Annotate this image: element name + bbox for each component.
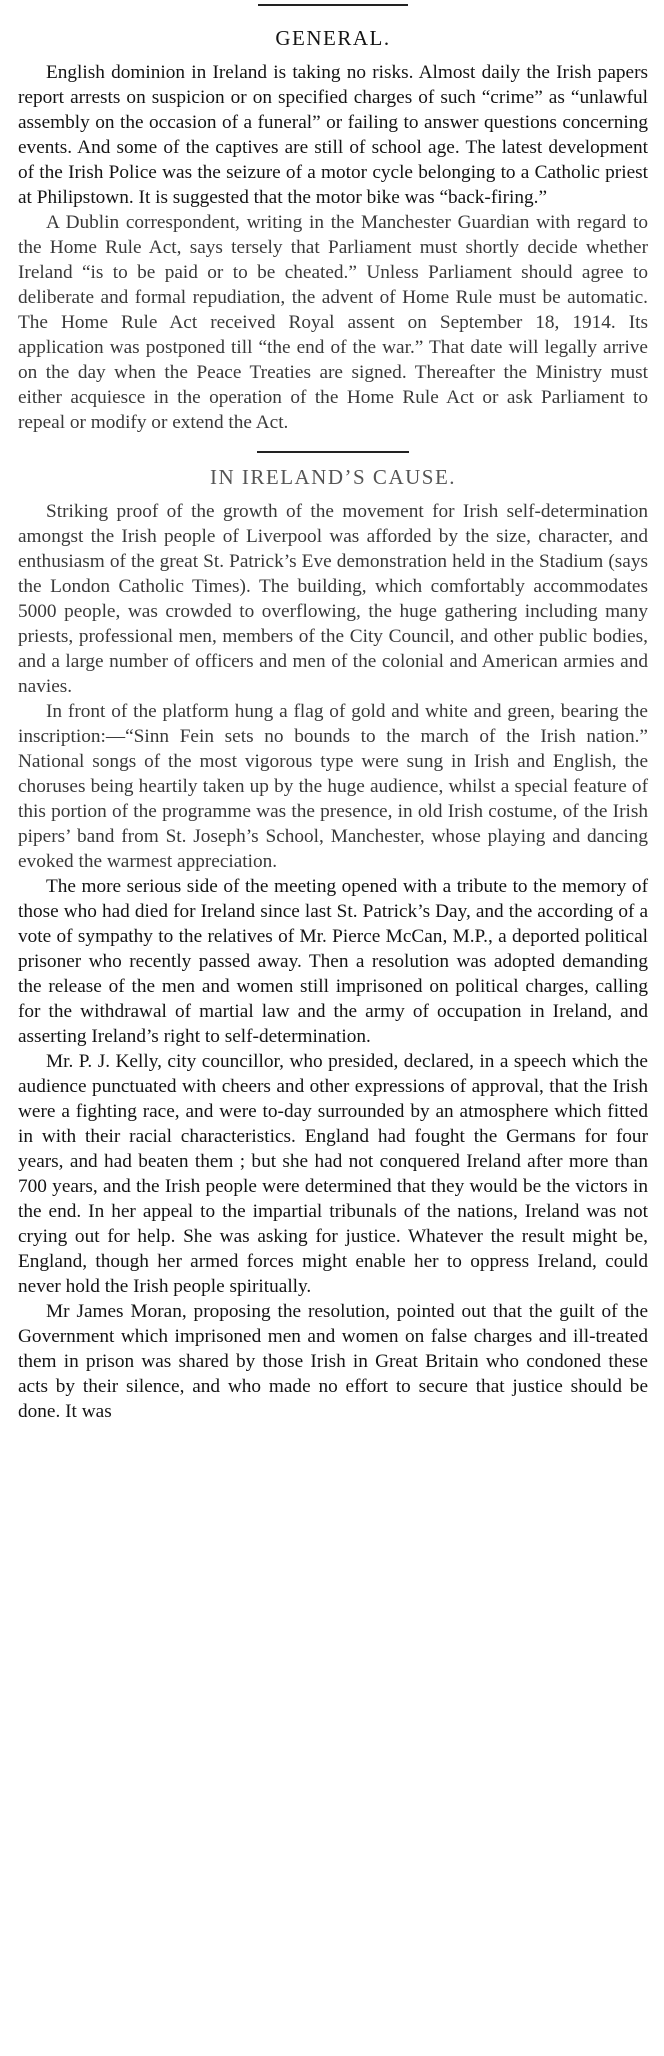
section-divider-rule [257, 451, 409, 453]
paragraph-cause-2: In front of the platform hung a flag of gold and white and green, bearing the inscription:—“Sinn Fein sets no bounds to the march of the Irish nation.” National songs of the most vigorous type were sung in Irish and English, the choruses being heartily taken up by the huge audience, whilst a special feature of this portion of the programme was the presence, in old Irish costume, of the Irish pipers’ band from St. Joseph’s School, Manchester, whose playing and dancing evoked the warmest appreciation. [18, 701, 648, 872]
section-irelands-cause [18, 463, 648, 1424]
paragraph-cause-5: Mr James Moran, proposing the resolution, pointed out that the guilt of the Government which imprisoned men and women on false charges and ill-treated them in prison was shared by those Irish in Great Britain who condoned these acts by their silence, and who made no effort to secure that justice should be done. It was [18, 1301, 648, 1422]
paragraph-cause-4: Mr. P. J. Kelly, city councillor, who presided, declared, in a speech which the audience punctuated with cheers and other expressions of approval, that the Irish were a fighting race, and were to-day surrounded by an atmosphere which fitted in with their racial characteristics. England had fought the Germans for four years, and had beaten them ; but she had not conquered Ireland after more than 700 years, and the Irish people were determined that they would be the victors in the end. In her appeal to the impartial tribunals of the nations, Ireland was not crying out for help. She was asking for justice. Whatever the result might be, England, though her armed forces might enable her to oppress Ireland, could never hold the Irish people spiritually. [18, 1051, 648, 1297]
paragraph-general-2: A Dublin correspondent, writing in the Manchester Guardian with regard to the Home Rule Act, says tersely that Parliament must shortly decide whether Ireland “is to be paid or to be cheated.” Unless Parliament should agree to deliberate and formal repudiation, the advent of Home Rule must be automatic. The Home Rule Act received Royal assent on September 18, 1914. Its application was postponed till “the end of the war.” That date will legally arrive on the day when the Peace Treaties are signed. Thereafter the Ministry must either acquiesce in the operation of the Home Rule Act or ask Parliament to repeal or modify or extend the Act. [18, 212, 648, 433]
paragraph-cause-3: The more serious side of the meeting opened with a tribute to the memory of those who had died for Ireland since last St. Patrick’s Day, and the according of a vote of sympathy to the relatives of Mr. Pierce McCan, M.P., a deported political prisoner who recently passed away. Then a resolution was adopted demanding the release of the men and women still imprisoned on political charges, calling for the withdrawal of martial law and the army of occupation in Ireland, and asserting Ireland’s right to self-determination. [18, 876, 648, 1047]
top-divider-rule [258, 4, 408, 6]
paragraph-cause-1: Striking proof of the growth of the movement for Irish self-determination amongst the Irish people of Liverpool was afforded by the size, character, and enthusiasm of the great St. Patrick’s Eve demonstration held in the Stadium (says the London Catholic Times). The building, which comfortably accommodates 5000 people, was crowded to overflowing, the huge gathering including many priests, professional men, members of the City Council, and other public bodies, and a large number of officers and men of the colonial and American armies and navies. [18, 501, 648, 697]
section-heading-irelands-cause: IN IRELAND’S CAUSE. [209, 465, 457, 489]
paragraph-general-1: English dominion in Ireland is taking no risks. Almost daily the Irish papers report arrests on suspicion or on specified charges of such “crime” as “unlawful assembly on the occasion of a funeral” or failing to answer questions concerning events. And some of the captives are still of school age. The latest development of the Irish Police was the seizure of a motor cycle belonging to a Catholic priest at Philipstown. It is suggested that the motor bike was “back-firing.” [18, 62, 648, 208]
section-heading-general: GENERAL. [275, 26, 391, 50]
section-general [18, 24, 648, 435]
